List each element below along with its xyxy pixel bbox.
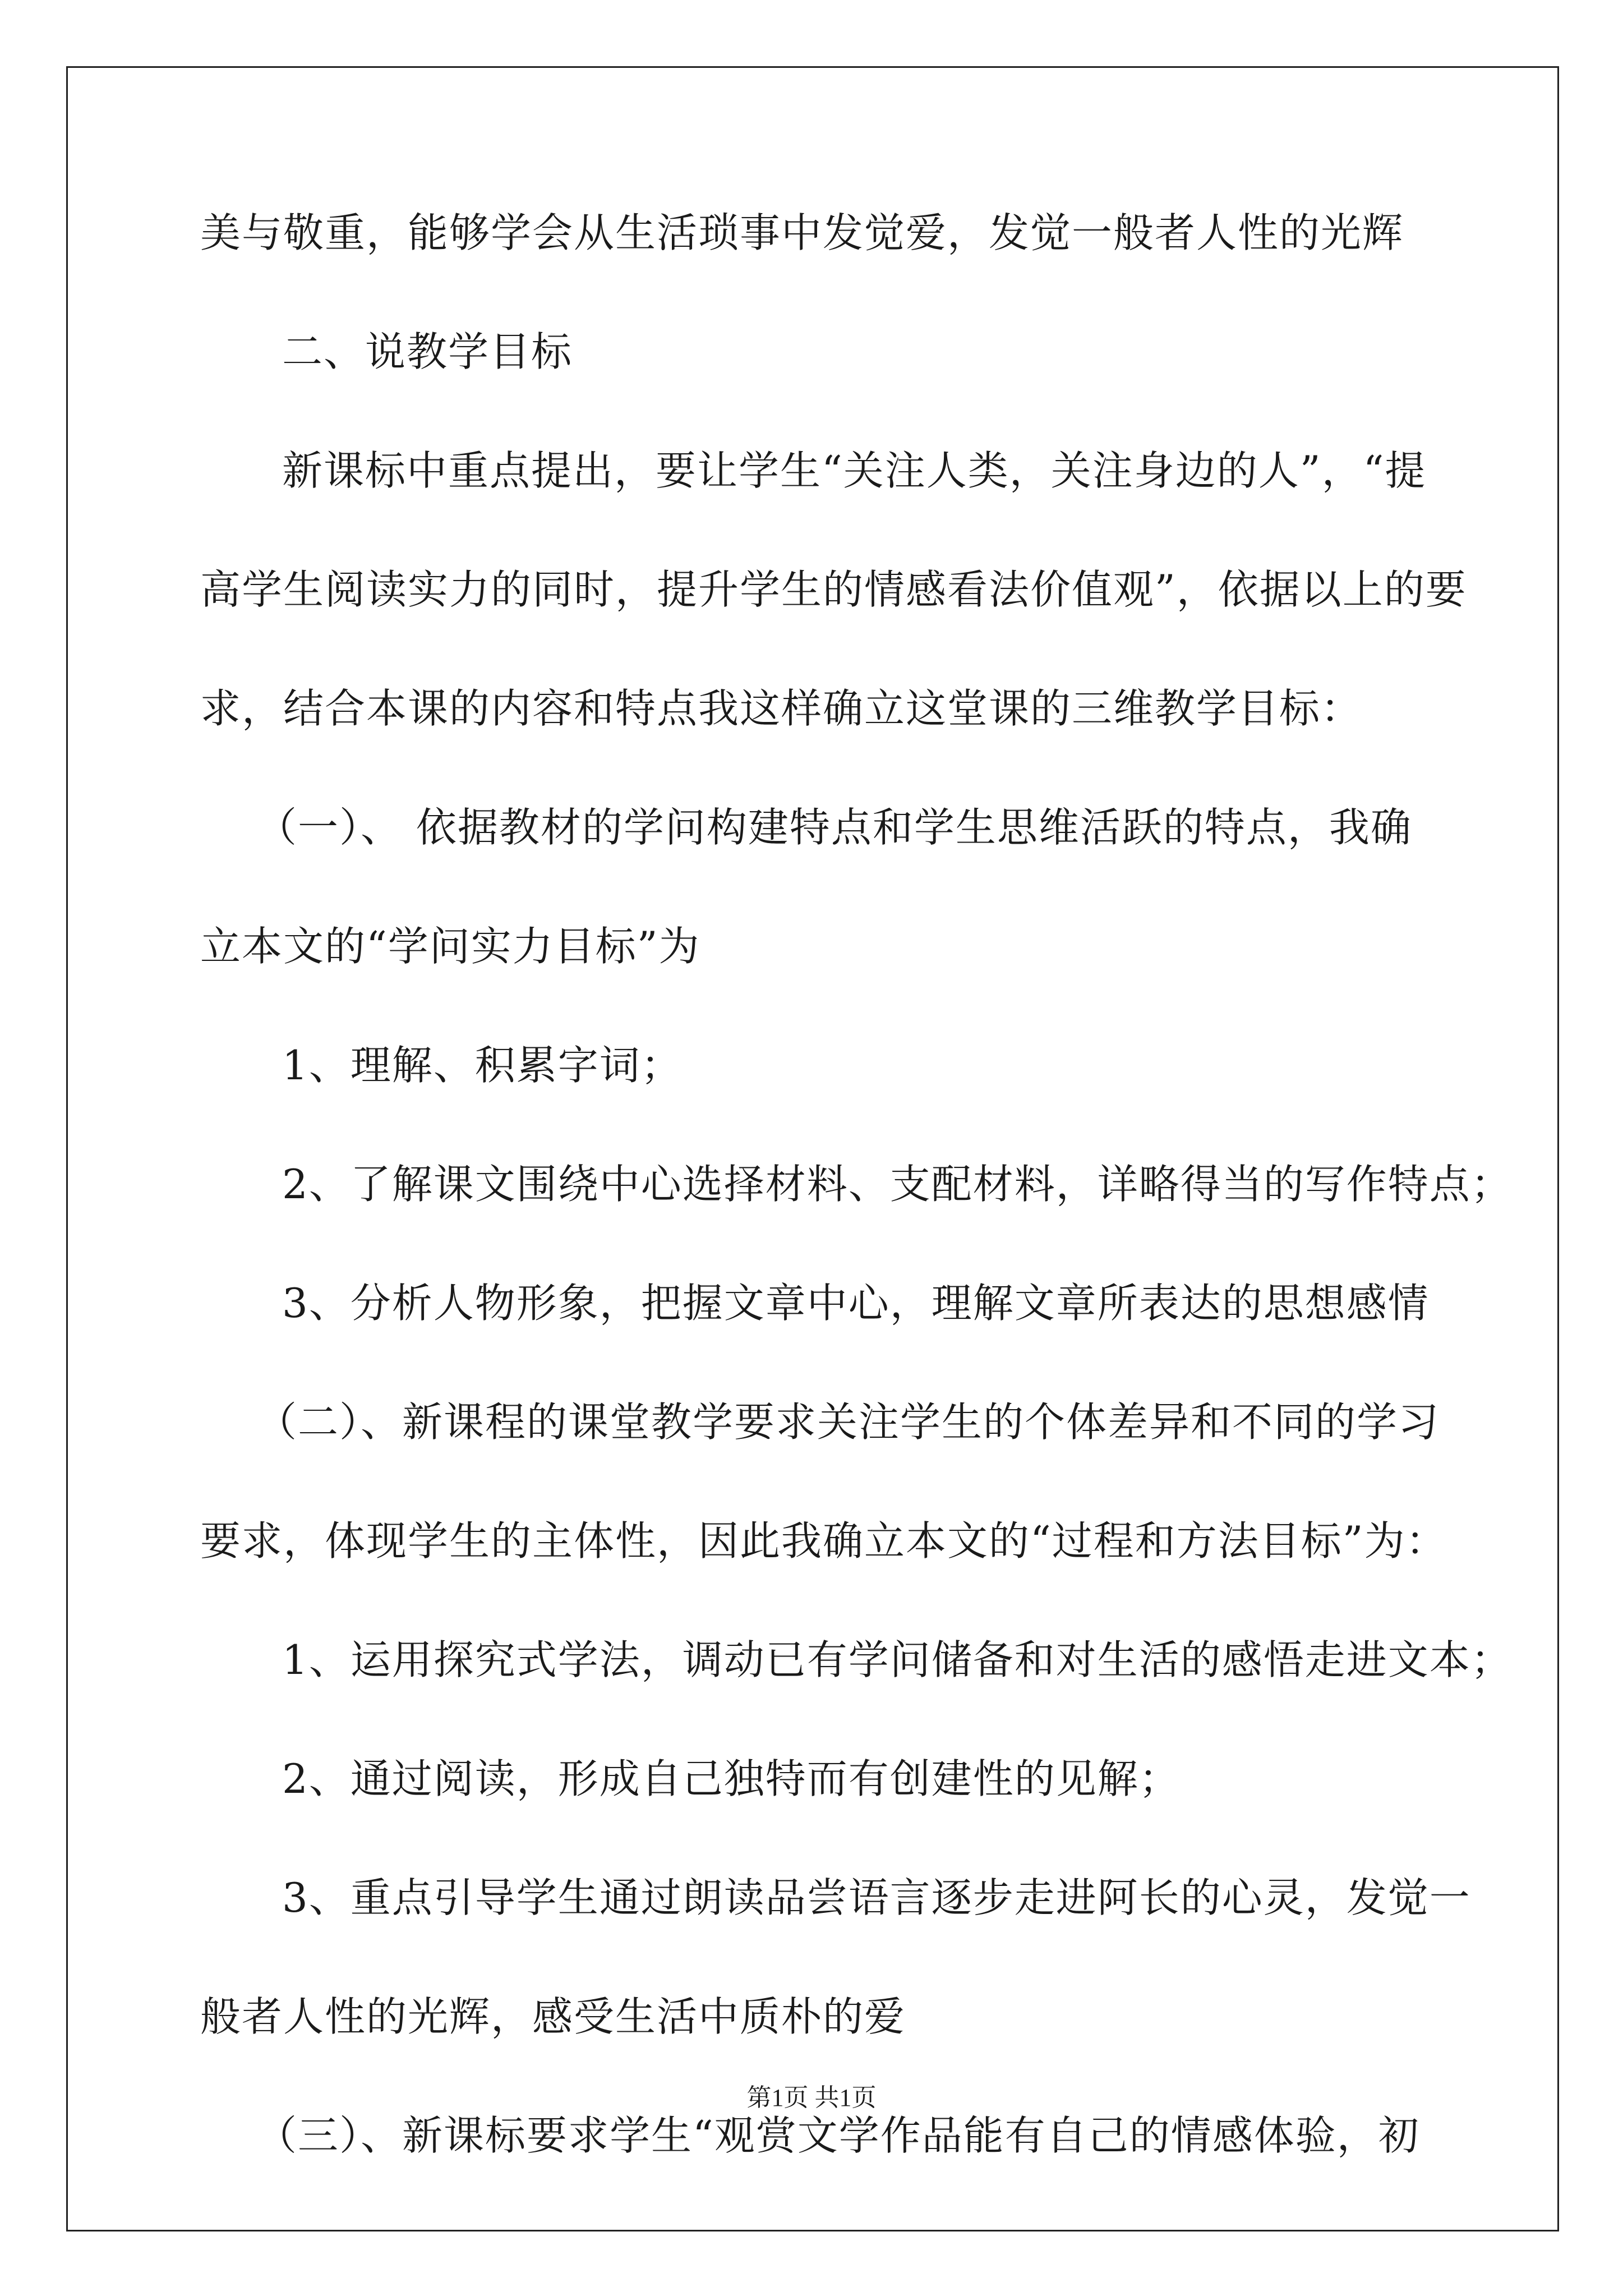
- list-item: 1、运用探究式学法，调动已有学问储备和对生活的感悟走进文本；: [282, 1636, 1513, 1683]
- list-item: 2、通过阅读，形成自己独特而有创建性的见解；: [282, 1755, 1181, 1802]
- list-item: 1、理解、积累字词；: [282, 1042, 683, 1089]
- list-item: 3、重点引导学生通过朗读品尝语言逐步走进阿长的心灵，发觉一: [282, 1874, 1471, 1921]
- paragraph-line: 高学生阅读实力的同时，提升学生的情感看法价值观”，依据以上的要: [200, 566, 1467, 613]
- paragraph-line: 求，结合本课的内容和特点我这样确立这堂课的三维教学目标：: [200, 685, 1363, 732]
- section-heading: 二、说教学目标: [282, 328, 573, 375]
- paragraph-line: 美与敬重，能够学会从生活琐事中发觉爱，发觉一般者人性的光辉: [200, 209, 1404, 256]
- paragraph-line: （二）、新课程的课堂教学要求关注学生的个体差异和不同的学习: [256, 1398, 1440, 1446]
- paragraph-line: （一）、 依据教材的学问构建特点和学生思维活跃的特点，我确: [256, 804, 1412, 851]
- list-item: 3、分析人物形象，把握文章中心，理解文章所表达的思想感情: [282, 1280, 1430, 1327]
- paragraph-line: 要求，体现学生的主体性，因此我确立本文的“过程和方法目标”为：: [200, 1517, 1447, 1565]
- page-footer: 第1页 共1页: [746, 2084, 877, 2111]
- paragraph-line: 新课标中重点提出，要让学生“关注人类，关注身边的人”，“提: [282, 447, 1427, 494]
- paragraph-line: （三）、新课标要求学生“观赏文学作品能有自己的情感体验，初: [256, 2112, 1420, 2159]
- paragraph-line: 立本文的“学问实力目标”为: [200, 923, 700, 970]
- paragraph-line: 般者人性的光辉，感受生活中质朴的爱: [200, 1993, 906, 2040]
- list-item: 2、了解课文围绕中心选择材料、支配材料，详略得当的写作特点；: [282, 1161, 1513, 1208]
